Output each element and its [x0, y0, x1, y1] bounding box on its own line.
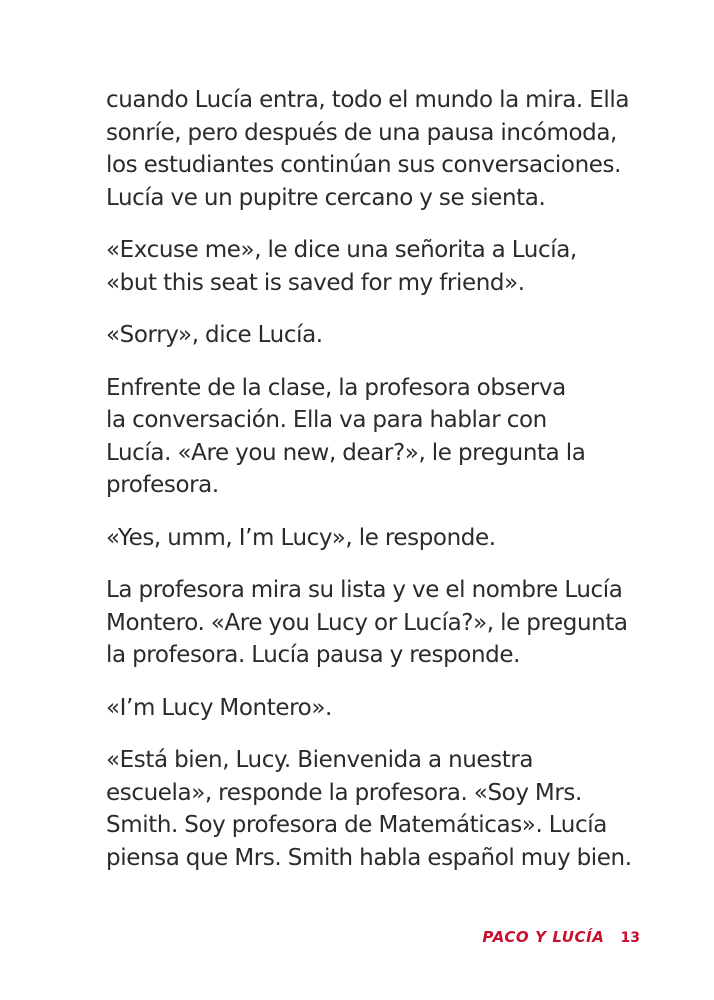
page-body: [106, 84, 666, 894]
text-line: «Sorry», dice Lucía.: [106, 322, 323, 348]
paragraph-7: [106, 692, 666, 725]
text-line: escuela», responde la profesora. «Soy Mrs.: [106, 779, 582, 806]
page-number: 13: [620, 930, 640, 946]
text-line: Lucía. «Are you new, dear?», le pregunta la: [106, 439, 586, 466]
paragraph-3: [106, 319, 666, 352]
text-line: La profesora mira su lista y ve el nombre Lucía: [106, 577, 623, 603]
text-line: la profesora. Lucía pausa y responde.: [106, 642, 520, 668]
text-line: sonríe, pero después de una pausa incómoda,: [106, 119, 617, 146]
text-line: Montero. «Are you Lucy or Lucía?», le pregunta: [106, 609, 628, 636]
text-line: «but this seat is saved for my friend».: [106, 269, 525, 296]
running-title: PACO Y LUCÍA: [482, 928, 605, 946]
paragraph-2: [106, 234, 666, 299]
paragraph-5: [106, 522, 666, 555]
text-line: «Está bien, Lucy. Bienvenida a nuestra: [106, 747, 534, 773]
text-line: «Excuse me», le dice una señorita a Lucía,: [106, 237, 577, 263]
text-line: profesora.: [106, 472, 219, 498]
text-line: cuando Lucía entra, todo el mundo la mira. Ella: [106, 87, 630, 113]
text-line: Enfrente de la clase, la profesora observa: [106, 374, 566, 401]
text-line: «Yes, umm, I’m Lucy», le responde.: [106, 524, 496, 551]
paragraph-6: [106, 574, 666, 672]
paragraph-1: [106, 84, 666, 214]
text-line: Lucía ve un pupitre cercano y se sienta.: [106, 184, 546, 211]
paragraph-8: [106, 744, 666, 874]
paragraph-4: [106, 372, 666, 502]
page-footer: [482, 928, 640, 946]
text-line: piensa que Mrs. Smith habla español muy bien.: [106, 844, 632, 871]
text-line: Smith. Soy profesora de Matemáticas». Lucía: [106, 812, 607, 838]
text-line: los estudiantes continúan sus conversaciones.: [106, 152, 622, 178]
text-line: la conversación. Ella va para hablar con: [106, 407, 547, 433]
text-line: «I’m Lucy Montero».: [106, 694, 332, 721]
